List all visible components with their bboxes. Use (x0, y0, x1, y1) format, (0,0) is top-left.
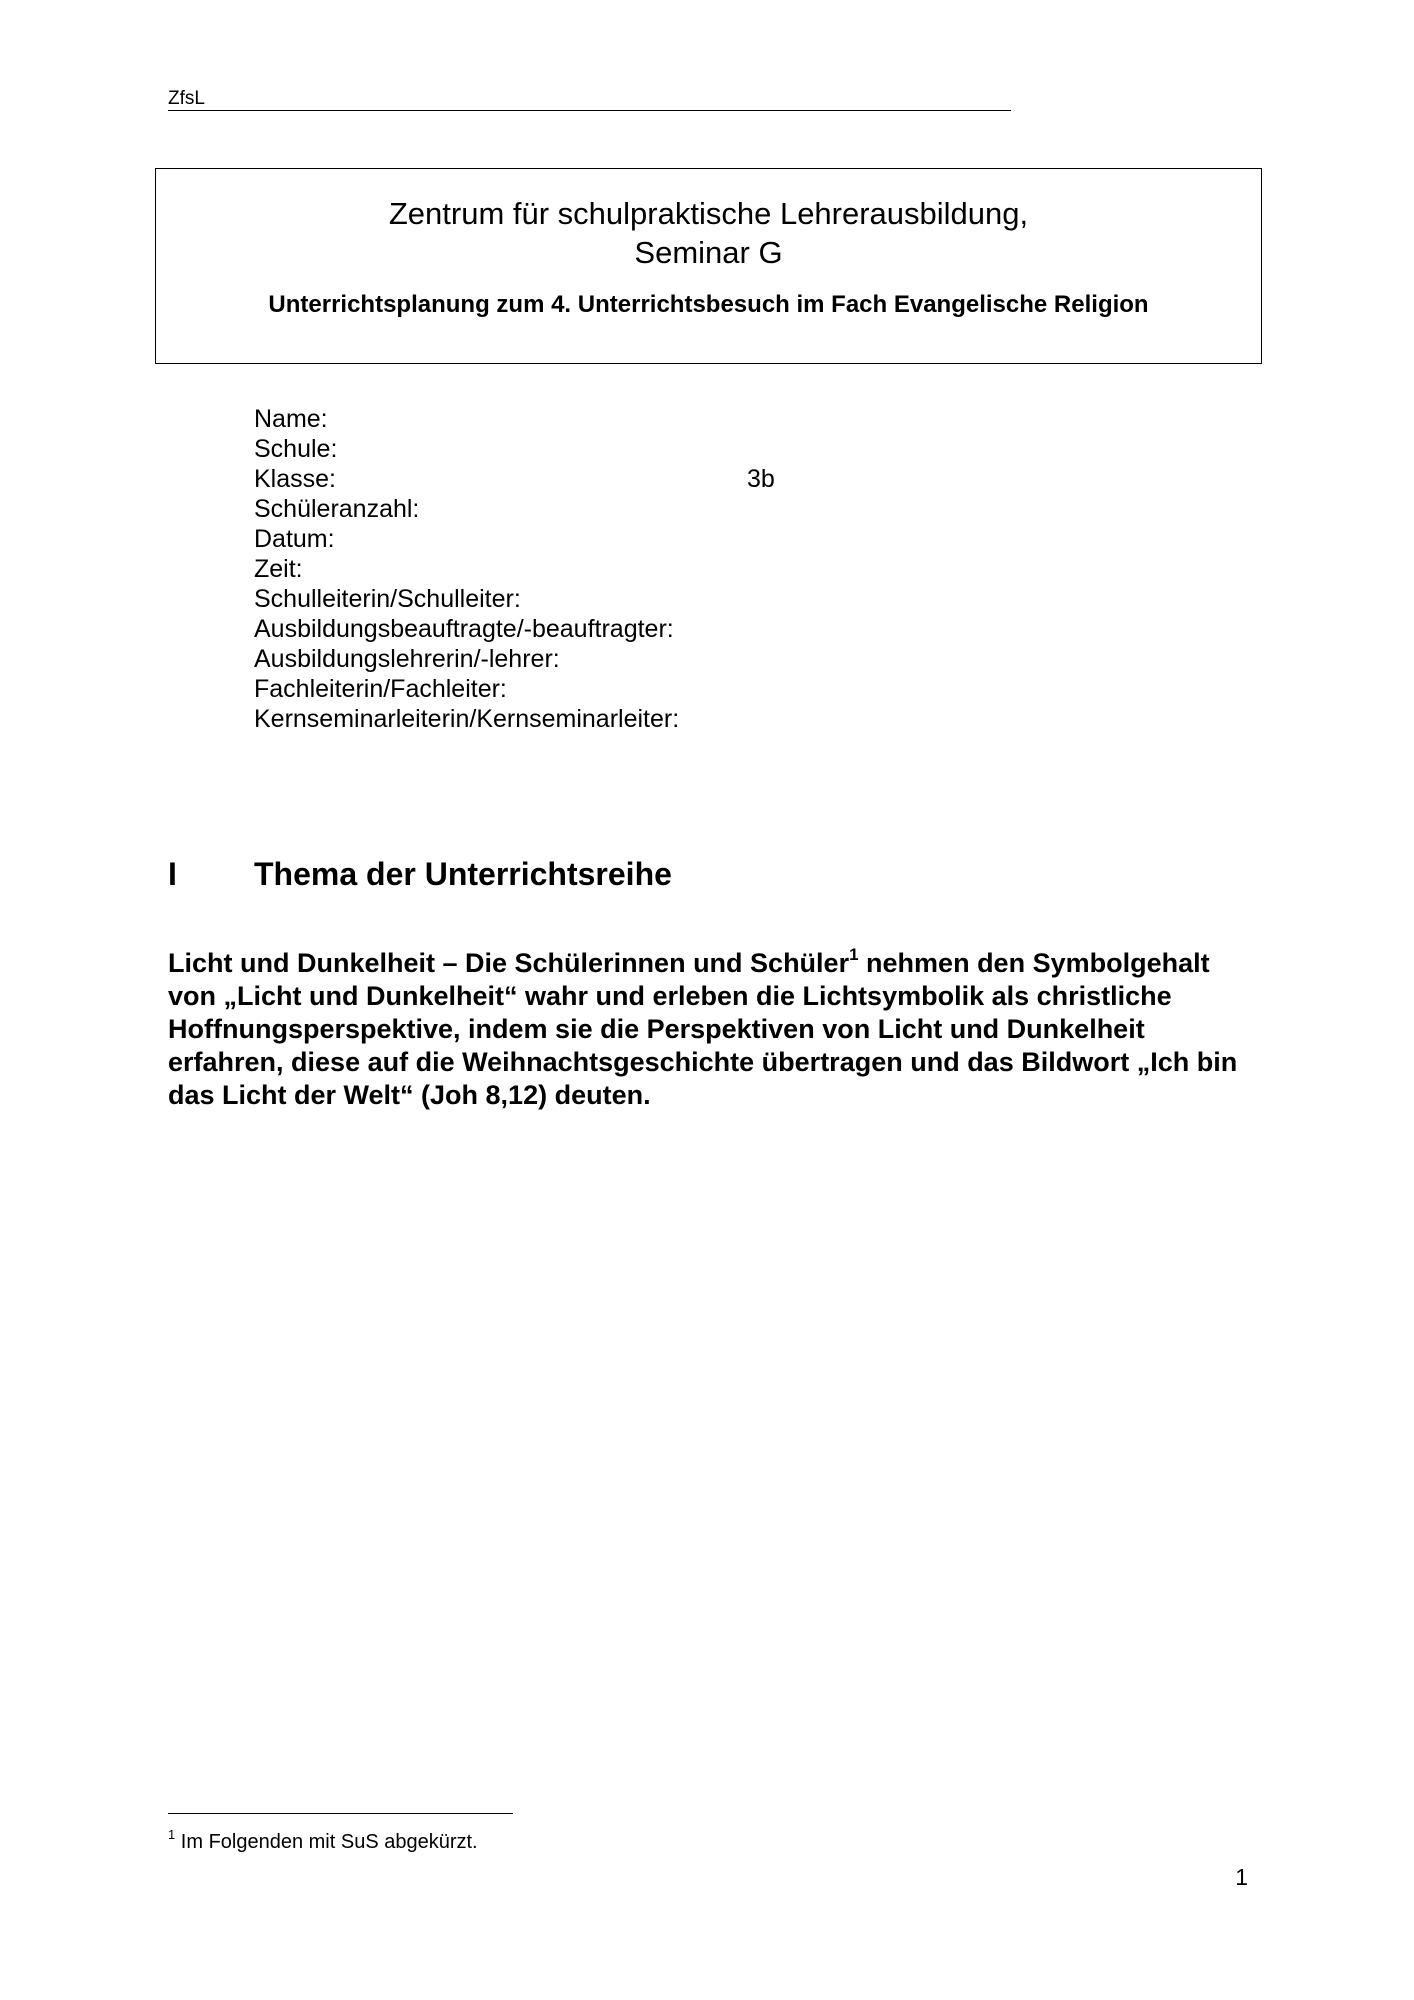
info-row-student-count (254, 494, 679, 524)
footnote-number: 1 (168, 1827, 176, 1843)
info-label: Fachleiterin/Fachleiter: (254, 675, 507, 703)
section-title: Thema der Unterrichtsreihe (254, 856, 672, 892)
info-label: Zeit: (254, 555, 303, 583)
title-box (155, 168, 1262, 364)
info-row-school (254, 434, 679, 464)
header-label: ZfsL (168, 88, 1011, 111)
info-label: Name: (254, 405, 328, 433)
info-label: Klasse: (254, 465, 336, 493)
info-label: Schule: (254, 435, 338, 463)
info-value-class: 3b (747, 465, 775, 493)
topic-text-rest: nehmen den Symbolgehalt von „Licht und Dunkelheit“ wahr und erleben die Lichtsymbolik als christliche Hoffnungsperspektive, indem sie die Perspektiven von Licht und Dunkelheit erfahren, diese auf die Weihnachtsgeschichte übertragen und das Bildwort „Ich bin das Licht der Welt“ (Joh 8,12) deuten. (168, 948, 1238, 1110)
topic-statement (168, 947, 1258, 1112)
info-row-subject-leader (254, 674, 679, 704)
info-row-core-seminar-leader (254, 704, 679, 734)
info-label: Ausbildungslehrerin/-lehrer: (254, 645, 560, 673)
info-label: Kernseminarleiterin/Kernseminarleiter: (254, 705, 680, 733)
info-row-date (254, 524, 679, 554)
footnote (168, 1827, 478, 1854)
info-row-name (254, 404, 679, 434)
institution-line-1: Zentrum für schulpraktische Lehrerausbildung, (388, 196, 1029, 231)
planning-title: Unterrichtsplanung zum 4. Unterrichtsbesuch im Fach Evangelische Religion (268, 291, 1149, 318)
footnote-divider (168, 1813, 513, 1814)
institution-line-2: Seminar G (634, 235, 783, 270)
topic-text-start: Licht und Dunkelheit – Die Schülerinnen und Schüler (168, 948, 850, 978)
section-heading (168, 854, 672, 894)
info-row-training-officer (254, 614, 679, 644)
info-row-time (254, 554, 679, 584)
footnote-reference: 1 (849, 945, 859, 964)
info-label: Schüleranzahl: (254, 495, 420, 523)
info-label: Schulleiterin/Schulleiter: (254, 585, 521, 613)
info-label: Ausbildungsbeauftragte/-beauftragter: (254, 615, 674, 643)
info-fields (254, 404, 775, 734)
info-label: Datum: (254, 525, 335, 553)
info-row-training-teacher (254, 644, 679, 674)
info-row-principal (254, 584, 679, 614)
info-row-class (254, 464, 775, 494)
institution-title (156, 194, 1261, 272)
page-number: 1 (1235, 1864, 1248, 1890)
section-number: I (168, 856, 177, 892)
footnote-text: Im Folgenden mit SuS abgekürzt. (175, 1831, 478, 1853)
